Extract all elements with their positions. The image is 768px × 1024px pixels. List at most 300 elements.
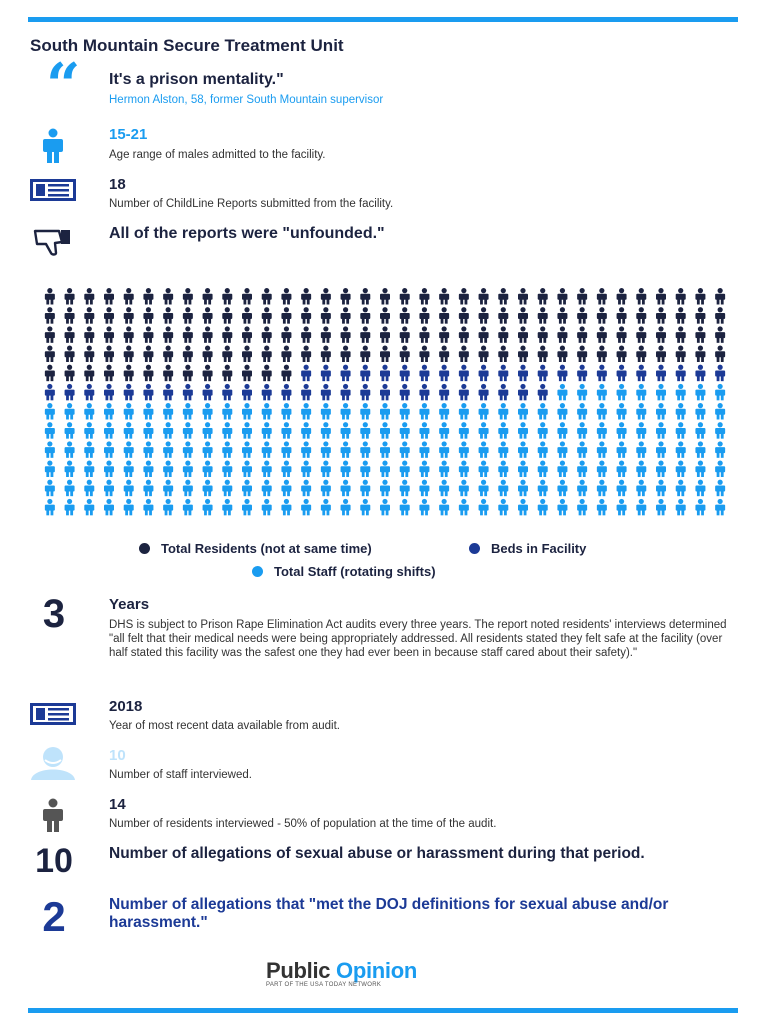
pictogram-person-resident xyxy=(163,365,173,382)
pictogram-person-resident xyxy=(84,288,94,305)
pictogram-person-staff xyxy=(439,441,449,458)
pictogram-person-resident xyxy=(360,307,370,324)
pictogram-person-resident xyxy=(360,346,370,363)
pictogram-person-staff xyxy=(636,441,646,458)
pictogram-person-resident xyxy=(301,346,311,363)
pictogram-person-bed xyxy=(518,365,528,382)
pictogram-person-staff xyxy=(557,441,567,458)
pictogram-person-staff xyxy=(557,422,567,439)
pictogram-person-staff xyxy=(715,403,725,420)
pictogram-person-bed xyxy=(203,384,213,401)
id-card-icon xyxy=(28,179,78,201)
pictogram-person-resident xyxy=(341,326,351,343)
pictogram-person-bed xyxy=(715,365,725,382)
pictogram-person-resident xyxy=(676,307,686,324)
logo-part1: Public xyxy=(266,958,331,983)
pictogram-person-staff xyxy=(636,384,646,401)
pictogram-person-staff xyxy=(45,499,55,516)
pictogram-person-staff xyxy=(419,461,429,478)
pictogram-person-resident xyxy=(557,307,567,324)
pictogram-person-staff xyxy=(439,422,449,439)
pictogram-person-resident xyxy=(380,307,390,324)
pictogram-person-bed xyxy=(321,384,331,401)
pictogram-person-resident xyxy=(419,346,429,363)
pictogram-person-bed xyxy=(360,365,370,382)
pictogram-person-staff xyxy=(419,441,429,458)
pictogram-person-staff xyxy=(459,480,469,497)
pictogram-person-staff xyxy=(695,403,705,420)
pictogram-person-resident xyxy=(636,288,646,305)
pictogram-person-staff xyxy=(84,422,94,439)
residents-interviewed-value: 14 xyxy=(109,796,126,813)
pictogram-person-bed xyxy=(459,365,469,382)
pictogram-person-resident xyxy=(479,288,489,305)
pictogram-chart xyxy=(40,286,730,516)
top-rule xyxy=(28,17,738,22)
pictogram-person-staff xyxy=(45,422,55,439)
allegations-number: 10 xyxy=(35,842,73,880)
pictogram-person-staff xyxy=(557,499,567,516)
pictogram-person-staff xyxy=(301,422,311,439)
pictogram-person-staff xyxy=(715,384,725,401)
pictogram-person-staff xyxy=(124,403,134,420)
pictogram-person-staff xyxy=(203,403,213,420)
pictogram-person-resident xyxy=(617,307,627,324)
page-title: South Mountain Secure Treatment Unit xyxy=(30,36,344,55)
pictogram-person-staff xyxy=(65,422,75,439)
pictogram-person-staff xyxy=(518,441,528,458)
pictogram-person-staff xyxy=(695,480,705,497)
staff-interviewed-label: Number of staff interviewed. xyxy=(109,769,252,781)
pictogram-person-resident xyxy=(419,326,429,343)
pictogram-person-resident xyxy=(538,326,548,343)
pictogram-person-staff xyxy=(163,422,173,439)
pictogram-person-resident xyxy=(341,307,351,324)
pictogram-person-staff xyxy=(45,403,55,420)
pictogram-person-staff xyxy=(577,403,587,420)
pictogram-person-staff xyxy=(577,499,587,516)
pictogram-person-staff xyxy=(459,403,469,420)
pictogram-person-staff xyxy=(459,441,469,458)
pictogram-person-staff xyxy=(262,461,272,478)
pictogram-person-resident xyxy=(183,365,193,382)
pictogram-person-staff xyxy=(242,480,252,497)
doj-allegations-label: Number of allegations that "met the DOJ definitions for sexual abuse and/or harassment." xyxy=(109,896,669,931)
pictogram-person-resident xyxy=(203,307,213,324)
pictogram-person-staff xyxy=(84,461,94,478)
pictogram-person-staff xyxy=(222,422,232,439)
pictogram-person-resident xyxy=(124,326,134,343)
pictogram-person-staff xyxy=(203,441,213,458)
pictogram-person-staff xyxy=(301,441,311,458)
pictogram-person-staff xyxy=(84,441,94,458)
childline-value: 18 xyxy=(109,176,126,193)
pictogram-person-resident xyxy=(617,346,627,363)
pictogram-person-resident xyxy=(656,307,666,324)
pictogram-person-staff xyxy=(222,461,232,478)
pictogram-person-staff xyxy=(695,461,705,478)
pictogram-person-staff xyxy=(479,403,489,420)
pictogram-person-resident xyxy=(222,365,232,382)
pictogram-person-resident xyxy=(281,288,291,305)
pictogram-person-resident xyxy=(577,307,587,324)
pictogram-person-staff xyxy=(104,499,114,516)
pictogram-person-bed xyxy=(163,384,173,401)
pictogram-person-staff xyxy=(577,461,587,478)
pictogram-person-staff xyxy=(518,480,528,497)
pictogram-person-staff xyxy=(597,422,607,439)
pictogram-person-resident xyxy=(459,307,469,324)
pictogram-person-staff xyxy=(459,499,469,516)
pictogram-person-staff xyxy=(597,499,607,516)
pictogram-person-resident xyxy=(695,307,705,324)
pictogram-person-resident xyxy=(183,288,193,305)
pictogram-person-bed xyxy=(262,384,272,401)
pictogram-person-staff xyxy=(577,441,587,458)
pictogram-person-resident xyxy=(84,365,94,382)
pictogram-person-staff xyxy=(341,480,351,497)
pictogram-person-resident xyxy=(45,326,55,343)
audit-years-label: Years xyxy=(109,596,150,613)
pictogram-person-staff xyxy=(498,499,508,516)
pictogram-person-resident xyxy=(676,326,686,343)
pictogram-person-bed xyxy=(557,365,567,382)
pictogram-person-staff xyxy=(222,499,232,516)
pictogram-person-resident xyxy=(636,326,646,343)
pictogram-person-resident xyxy=(143,288,153,305)
pictogram-person-resident xyxy=(321,326,331,343)
pictogram-person-staff xyxy=(203,461,213,478)
pictogram-person-resident xyxy=(459,326,469,343)
pictogram-person-resident xyxy=(400,307,410,324)
pictogram-person-bed xyxy=(597,365,607,382)
pictogram-person-resident xyxy=(45,307,55,324)
legend-staff-label: Total Staff (rotating shifts) xyxy=(274,564,436,579)
unfounded-text: All of the reports were "unfounded." xyxy=(109,225,385,242)
pictogram-person-bed xyxy=(479,365,489,382)
pictogram-person-staff xyxy=(498,461,508,478)
pictogram-person-staff xyxy=(419,480,429,497)
pictogram-person-bed xyxy=(143,384,153,401)
pictogram-person-staff xyxy=(656,384,666,401)
pictogram-person-staff xyxy=(203,422,213,439)
pictogram-person-resident xyxy=(380,346,390,363)
audit-years-number: 3 xyxy=(42,592,66,636)
pictogram-person-staff xyxy=(656,461,666,478)
pictogram-person-bed xyxy=(518,384,528,401)
legend-staff-dot xyxy=(252,566,263,577)
pictogram-person-staff xyxy=(143,461,153,478)
pictogram-person-resident xyxy=(400,288,410,305)
pictogram-person-staff xyxy=(439,461,449,478)
pictogram-person-staff xyxy=(715,499,725,516)
pictogram-person-resident xyxy=(538,307,548,324)
pictogram-person-staff xyxy=(341,403,351,420)
pictogram-person-resident xyxy=(301,307,311,324)
staff-avatar-icon xyxy=(28,746,78,780)
pictogram-person-staff xyxy=(577,422,587,439)
pictogram-person-staff xyxy=(419,403,429,420)
pictogram-person-staff xyxy=(183,441,193,458)
pictogram-person-staff xyxy=(222,480,232,497)
pictogram-person-staff xyxy=(380,403,390,420)
pictogram-person-staff xyxy=(498,441,508,458)
pictogram-person-staff xyxy=(498,403,508,420)
pictogram-person-staff xyxy=(84,499,94,516)
pictogram-person-staff xyxy=(676,499,686,516)
pictogram-person-staff xyxy=(124,480,134,497)
logo-tagline: PART OF THE USA TODAY NETWORK xyxy=(266,982,382,988)
pictogram-person-resident xyxy=(65,346,75,363)
pictogram-person-resident xyxy=(656,346,666,363)
pictogram-person-staff xyxy=(676,403,686,420)
pictogram-person-bed xyxy=(498,365,508,382)
pictogram-person-staff xyxy=(597,403,607,420)
pictogram-person-staff xyxy=(577,480,587,497)
pictogram-person-bed xyxy=(301,384,311,401)
pictogram-person-resident xyxy=(281,365,291,382)
pictogram-person-staff xyxy=(459,422,469,439)
pictogram-person-bed xyxy=(301,365,311,382)
pictogram-person-staff xyxy=(597,480,607,497)
pictogram-person-staff xyxy=(676,422,686,439)
pictogram-person-resident xyxy=(104,288,114,305)
pictogram-person-resident xyxy=(183,346,193,363)
pictogram-person-staff xyxy=(124,422,134,439)
pictogram-person-staff xyxy=(301,480,311,497)
childline-label: Number of ChildLine Reports submitted from the facility. xyxy=(109,198,394,210)
pictogram-person-staff xyxy=(360,422,370,439)
pictogram-person-staff xyxy=(676,384,686,401)
pictogram-person-staff xyxy=(498,480,508,497)
pictogram-person-staff xyxy=(577,384,587,401)
pictogram-person-staff xyxy=(400,461,410,478)
pictogram-person-resident xyxy=(163,307,173,324)
pictogram-person-staff xyxy=(45,480,55,497)
pictogram-person-staff xyxy=(262,422,272,439)
pictogram-person-resident xyxy=(676,346,686,363)
pictogram-person-staff xyxy=(341,441,351,458)
pictogram-person-staff xyxy=(163,441,173,458)
pictogram-person-staff xyxy=(538,499,548,516)
pictogram-person-resident xyxy=(400,326,410,343)
pictogram-person-resident xyxy=(538,288,548,305)
pictogram-person-resident xyxy=(104,307,114,324)
pictogram-person-resident xyxy=(577,288,587,305)
pictogram-person-staff xyxy=(262,499,272,516)
pictogram-person-resident xyxy=(380,326,390,343)
pictogram-person-staff xyxy=(715,422,725,439)
pictogram-person-staff xyxy=(360,499,370,516)
pictogram-person-resident xyxy=(498,326,508,343)
pictogram-person-staff xyxy=(715,441,725,458)
pictogram-person-staff xyxy=(617,480,627,497)
pictogram-person-staff xyxy=(163,499,173,516)
pictogram-person-staff xyxy=(597,461,607,478)
pictogram-person-staff xyxy=(203,480,213,497)
pictogram-person-staff xyxy=(104,403,114,420)
pictogram-person-bed xyxy=(419,365,429,382)
pictogram-person-resident xyxy=(597,288,607,305)
pictogram-person-staff xyxy=(163,480,173,497)
pictogram-person-resident xyxy=(479,307,489,324)
pictogram-person-resident xyxy=(577,326,587,343)
pictogram-person-staff xyxy=(143,499,153,516)
pictogram-person-staff xyxy=(439,480,449,497)
pictogram-person-bed xyxy=(400,365,410,382)
pictogram-person-bed xyxy=(380,384,390,401)
pictogram-person-resident xyxy=(518,288,528,305)
pictogram-person-resident xyxy=(163,346,173,363)
pictogram-person-resident xyxy=(439,288,449,305)
pictogram-person-staff xyxy=(45,441,55,458)
pictogram-person-resident xyxy=(124,346,134,363)
pictogram-person-staff xyxy=(360,480,370,497)
pictogram-person-staff xyxy=(400,422,410,439)
pictogram-person-staff xyxy=(695,422,705,439)
pictogram-person-staff xyxy=(143,480,153,497)
pictogram-person-staff xyxy=(84,403,94,420)
pictogram-person-bed xyxy=(656,365,666,382)
pictogram-person-resident xyxy=(124,288,134,305)
legend-beds-dot xyxy=(469,543,480,554)
pictogram-person-resident xyxy=(45,288,55,305)
pictogram-person-resident xyxy=(281,326,291,343)
pictogram-person-staff xyxy=(203,499,213,516)
staff-interviewed-value: 10 xyxy=(109,747,126,764)
pictogram-person-resident xyxy=(183,307,193,324)
pictogram-person-bed xyxy=(498,384,508,401)
pictogram-person-bed xyxy=(538,365,548,382)
pictogram-person-resident xyxy=(65,288,75,305)
pictogram-person-staff xyxy=(262,441,272,458)
pictogram-person-resident xyxy=(617,288,627,305)
age-range-label: Age range of males admitted to the facility. xyxy=(109,149,326,161)
pictogram-person-staff xyxy=(695,441,705,458)
pictogram-person-resident xyxy=(143,307,153,324)
pictogram-person-resident xyxy=(281,307,291,324)
legend-beds xyxy=(469,541,586,556)
pictogram-person-resident xyxy=(183,326,193,343)
pictogram-person-staff xyxy=(656,403,666,420)
pictogram-person-staff xyxy=(538,441,548,458)
pictogram-person-staff xyxy=(341,461,351,478)
pictogram-person-staff xyxy=(695,499,705,516)
pictogram-person-staff xyxy=(65,499,75,516)
pictogram-person-staff xyxy=(656,480,666,497)
allegations-label: Number of allegations of sexual abuse or harassment during that period. xyxy=(109,845,645,862)
pictogram-person-resident xyxy=(360,288,370,305)
pictogram-person-bed xyxy=(676,365,686,382)
pictogram-person-resident xyxy=(597,307,607,324)
pictogram-person-staff xyxy=(676,441,686,458)
pictogram-person-staff xyxy=(400,480,410,497)
pictogram-person-resident xyxy=(242,288,252,305)
pictogram-person-staff xyxy=(479,499,489,516)
pictogram-person-staff xyxy=(676,461,686,478)
pictogram-person-staff xyxy=(360,403,370,420)
pictogram-person-staff xyxy=(380,422,390,439)
pictogram-person-bed xyxy=(636,365,646,382)
pictogram-person-staff xyxy=(143,422,153,439)
pictogram-person-resident xyxy=(695,346,705,363)
pictogram-person-staff xyxy=(636,422,646,439)
pictogram-person-resident xyxy=(498,307,508,324)
pictogram-person-staff xyxy=(301,499,311,516)
pictogram-person-resident xyxy=(242,326,252,343)
pictogram-person-staff xyxy=(321,461,331,478)
pictogram-person-bed xyxy=(45,384,55,401)
pictogram-person-staff xyxy=(222,403,232,420)
pictogram-person-staff xyxy=(695,384,705,401)
pictogram-person-resident xyxy=(143,346,153,363)
pictogram-person-resident xyxy=(222,346,232,363)
pictogram-person-staff xyxy=(479,441,489,458)
pictogram-person-staff xyxy=(124,499,134,516)
pictogram-person-staff xyxy=(400,499,410,516)
pictogram-person-staff xyxy=(617,384,627,401)
pictogram-person-staff xyxy=(124,441,134,458)
pictogram-person-bed xyxy=(617,365,627,382)
pictogram-person-resident xyxy=(538,346,548,363)
pictogram-person-resident xyxy=(400,346,410,363)
legend-residents-label: Total Residents (not at same time) xyxy=(161,541,372,556)
pictogram-person-staff xyxy=(124,461,134,478)
pictogram-person-resident xyxy=(459,346,469,363)
pictogram-person-staff xyxy=(400,441,410,458)
pictogram-person-staff xyxy=(183,403,193,420)
pictogram-person-staff xyxy=(656,499,666,516)
pictogram-person-resident xyxy=(222,326,232,343)
pictogram-person-staff xyxy=(183,461,193,478)
pictogram-person-staff xyxy=(656,441,666,458)
pictogram-person-staff xyxy=(104,480,114,497)
pictogram-person-resident xyxy=(301,288,311,305)
pictogram-person-resident xyxy=(419,307,429,324)
pictogram-person-staff xyxy=(676,480,686,497)
quote-attribution: Hermon Alston, 58, former South Mountain supervisor xyxy=(109,94,384,106)
pictogram-person-bed xyxy=(321,365,331,382)
pictogram-person-staff xyxy=(143,441,153,458)
pictogram-person-bed xyxy=(360,384,370,401)
pictogram-person-staff xyxy=(321,441,331,458)
pictogram-person-staff xyxy=(380,499,390,516)
pictogram-person-staff xyxy=(479,461,489,478)
pictogram-person-bed xyxy=(242,384,252,401)
pictogram-person-resident xyxy=(636,346,646,363)
audit-year-label: Year of most recent data available from audit. xyxy=(109,720,340,732)
pictogram-person-bed xyxy=(222,384,232,401)
pictogram-person-resident xyxy=(262,288,272,305)
pictogram-person-resident xyxy=(459,288,469,305)
thumbs-down-icon xyxy=(28,228,78,256)
pictogram-person-staff xyxy=(498,422,508,439)
pictogram-person-resident xyxy=(636,307,646,324)
pictogram-person-staff xyxy=(242,422,252,439)
pictogram-person-resident xyxy=(321,288,331,305)
pictogram-person-resident xyxy=(695,288,705,305)
pictogram-person-bed xyxy=(400,384,410,401)
pictogram-person-staff xyxy=(538,480,548,497)
pictogram-person-resident xyxy=(143,326,153,343)
pictogram-person-staff xyxy=(360,461,370,478)
pictogram-person-staff xyxy=(557,461,567,478)
pictogram-person-staff xyxy=(557,403,567,420)
pictogram-person-staff xyxy=(360,441,370,458)
pictogram-person-resident xyxy=(124,365,134,382)
pictogram-person-staff xyxy=(281,422,291,439)
pictogram-person-staff xyxy=(65,441,75,458)
